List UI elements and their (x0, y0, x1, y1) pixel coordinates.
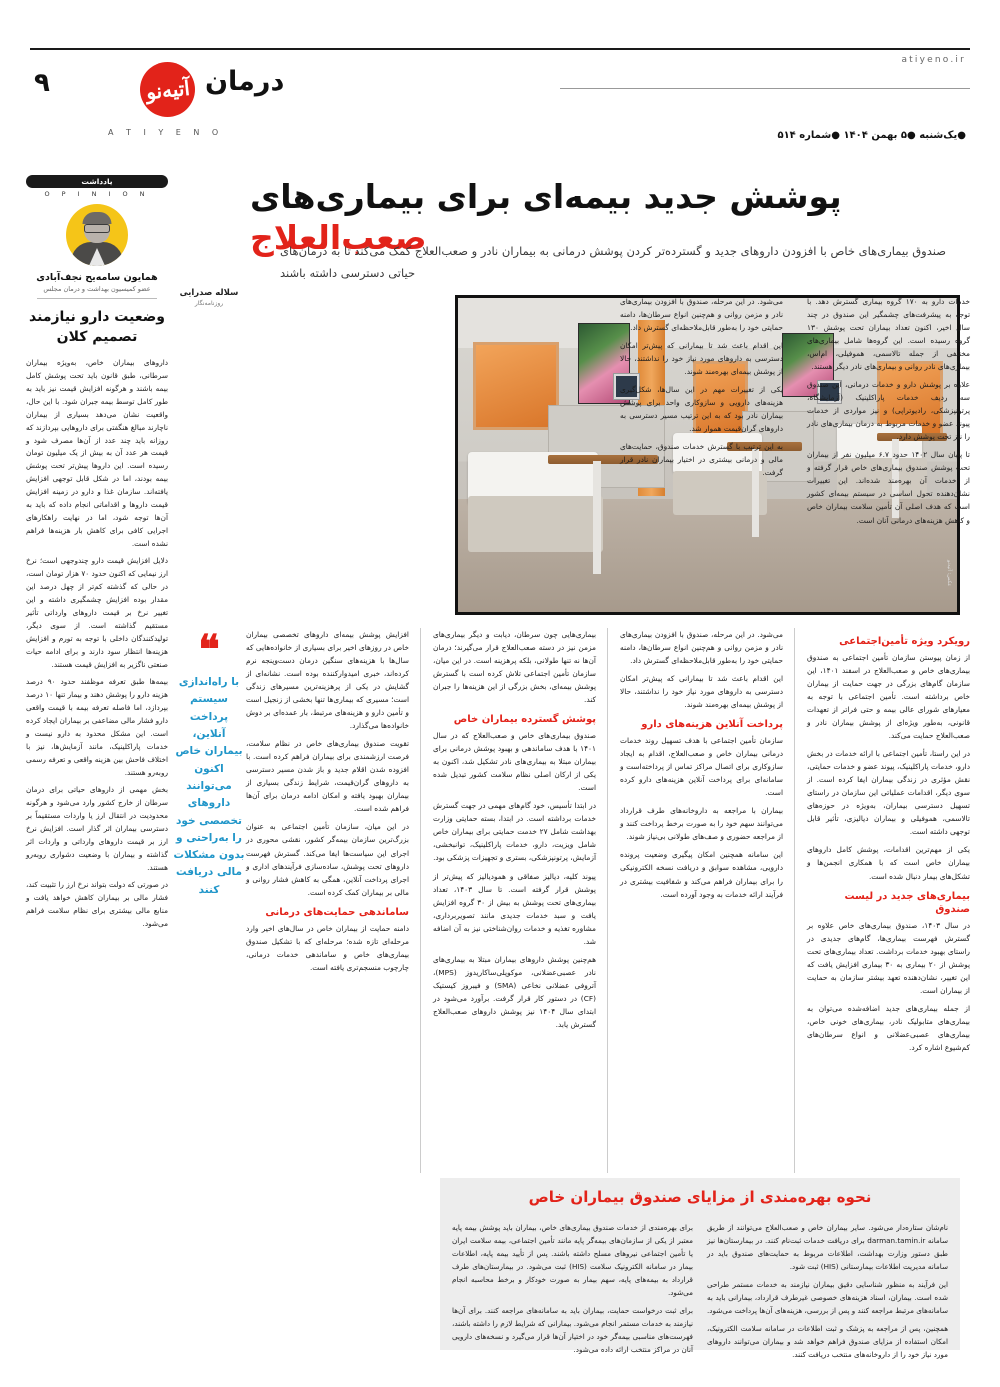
publication-logo (140, 62, 195, 117)
column-divider (794, 628, 795, 1173)
logo-latin-text: A T I Y E N O (108, 128, 224, 137)
body-paragraph: بیماری‌هایی چون سرطان، دیابت و دیگر بیماری‌های مزمن نیز در دسته صعب‌العلاج قرار می‌گیرند؛ درمان آن‌ها نه تنها طولانی، بلکه پرهزینه است. در این میان، سازمان تأمین اجتماعی تلاش کرده است با گسترش پوشش بیمه‌ای، بخش بزرگی از این هزینه‌ها را جبران کند. (433, 630, 596, 705)
article-intro-column (807, 295, 970, 615)
avatar-wrap (26, 204, 168, 266)
subheading: ساماندهی حمایت‌های درمانی (265, 906, 409, 918)
glasses-icon (84, 224, 110, 233)
issue-date-line: ●یک‌شنبه ●۵ بهمن ۱۴۰۴ ●شماره ۵۱۴ (777, 130, 966, 141)
info-paragraph: این فرآیند به منظور شناسایی دقیق بیماران نیازمند به خدمات مستمر طراحی شده است. بیماران، اسناد هزینه‌های خصوصی غیرطرف قرارداد، بیمارانی باید به سامانه‌های مرتبط مراجعه کنند و پس از بررسی، هزینه‌های آن‌ها پرداخت می‌شود. (707, 1279, 948, 1315)
opinion-tab (26, 175, 168, 188)
photo-table-leg (593, 461, 601, 574)
info-paragraph: نام‌شان ستاره‌دار می‌شود. سایر بیماران خاص و صعب‌العلاج می‌توانند از طریق سامانه darman.tamin.ir برای دریافت خدمات ثبت‌نام کنند. در بیمارستان‌ها نیز طبق دستور وزارت بهداشت، اطلاعات مربوط به حمایت‌های صندوق باید در سامانه مدیریت اطلاعات بیمارستانی (HIS) ثبت شود. (707, 1223, 948, 1271)
subheading: رویکرد ویژه تأمین‌اجتماعی (839, 636, 970, 647)
intro-paragraph: تا پایان سال ۱۴۰۲ حدود ۶.۷ میلیون نفر از بیماران تحت پوشش صندوق بیماری‌های خاص قرار گرفته و از خدمات آن بهره‌مند شده‌اند. این تغییرات نشان‌دهنده تحول اساسی در سیستم بیمه‌ای کشور است که هدف اصلی آن تأمین سلامت بیماران خاص و کاهش هزینه‌های درمانی آنان است. (807, 450, 970, 525)
info-paragraph: همچنین، پس از مراجعه به پزشک و ثبت اطلاعات در سامانه سلامت الکترونیک، امکان استفاده از مزایای صندوق فراهم خواهد شد و بیماران می‌توانند داروهای مورد نیاز خود را از داروخانه‌های منتخب دریافت کنند. (707, 1323, 948, 1359)
body-paragraph: در این میان، سازمان تأمین اجتماعی به عنوان بزرگ‌ترین سازمان بیمه‌گر کشور، نقشی محوری در اجرای این سیاست‌ها ایفا می‌کند. گسترش فهرست داروهای تحت پوشش، ساده‌سازی فرآیندهای اداری و اجرای پرداخت آنلاین، همگی به کاهش فشار روانی و مالی بر بیماران کمک کرده است. (246, 822, 409, 897)
info-box (440, 1178, 960, 1359)
opinion-latin-label: O P I N I O N (44, 190, 150, 198)
article-column-2 (620, 628, 783, 1173)
body-paragraph: یکی از مهم‌ترین اقدامات، پوشش کامل داروهای بیماران خاص است که با همکاری انجمن‌ها و تشکل‌های بیمار دنبال شده است. (807, 845, 970, 881)
info-box-columns (452, 1222, 948, 1367)
opinion-author-role: عضو کمیسیون بهداشت و درمان مجلس (43, 285, 151, 293)
byline-name: سلاله صدرایی (179, 288, 239, 298)
info-box-title: نحوه بهره‌مندی از مزایای صندوق بیماران خاص (528, 1188, 872, 1206)
intro-paragraph: خدمات دارو به ۱۷۰ گروه بیماری گسترش دهد. با توجه به پیشرفت‌های چشمگیر این صندوق در چند سال اخیر، اکنون تعداد بیماران تحت پوشش ۱۳۰ گروه رسیده است. این گروه‌ها شامل بیماری‌های مختلفی از جمله تالاسمی، هموفیلی، ام‌اس، بیماری‌های نادر روانی و بیماری‌های نادر دیگر هستند. (807, 297, 970, 372)
subheading: پوشش گسترده بیماران خاص (453, 714, 596, 726)
article-column-1 (807, 628, 970, 1173)
byline-role: روزنامه‌نگار (194, 300, 224, 307)
photo-window (473, 342, 559, 430)
article-columns (245, 628, 970, 1173)
intro-paragraph: علاوه بر پوشش دارو و خدمات درمانی، این صندوق سه ردیف خدمات پاراکلینیک (آزمایشگاه، پرتونپزشکی، رادیوتراپی) و نیز مواردی از خدمات پیوند عضو و خدمات مربوط به درمان بیماری‌های نادر را نیز تحت پوشش دارد. (807, 380, 970, 442)
opinion-paragraph: در صورتی که دولت بتواند نرخ ارز را تثبیت کند، فشار مالی بر بیماران کاهش خواهد یافت و منابع مالی بیشتری برای نظام سلامت فراهم می‌شود. (26, 879, 168, 928)
body-paragraph: از جمله بیماری‌های جدید اضافه‌شده می‌توان به بیماری‌های متابولیک نادر، بیماری‌های خونی خاص، بیماری‌های عصبی‌عضلانی و انواع سرطان‌های کم‌شیوع اشاره کرد. (807, 1003, 970, 1052)
intro-paragraph: این اقدام باعث شد تا بیمارانی که پیش‌تر امکان دسترسی به داروهای مورد نیاز خود را نداشتند، حالا از پوشش بیمه‌ای بهره‌مند شوند. (620, 341, 783, 377)
opinion-author-name: همایون سامه‌یح نجف‌آبادی (36, 272, 158, 283)
body-paragraph: سازمان تأمین اجتماعی با هدف تسهیل روند خدمات درمانی بیماران خاص و صعب‌العلاج، اقدام به ایجاد سازوکاری برای اتصال مراکز تماس از پرداخته‌است و سامانه‌ای برای پرداخت آنلاین هزینه‌های دارو کرده است. (620, 736, 783, 798)
opinion-rail (26, 175, 168, 935)
body-paragraph: این اقدام باعث شد تا بیمارانی که پیش‌تر امکان دسترسی به داروهای مورد نیاز خود را نداشتند، حالا از پوشش بیمه‌ای بهره‌مند شوند. (620, 674, 783, 710)
body-paragraph: در سال ۱۴۰۳، صندوق بیماری‌های خاص علاوه بر گسترش فهرست بیماری‌ها، گام‌های جدیدی در راستای بهبود خدمات برداشت. تعداد بیماری‌های تحت پوشش از ۲۰ بیماری به ۳۰ بیماری افزایش یافت که این تغییر، نشان‌دهنده تعهد بیشتر سازمان به حمایت از بیماران است. (807, 920, 971, 995)
column-divider (420, 628, 421, 1173)
top-rule (30, 48, 970, 50)
column-divider (607, 628, 608, 1173)
body-paragraph: تقویت صندوق بیماری‌های خاص در نظام سلامت، فرصت ارزشمندی برای بیماران فراهم کرده است. با افزوده شدن اقلام جدید و باز شدن مسیر دسترسی به داروهای گران‌قیمت، شرایط زندگی بسیاری از بیماران بهبود یافته و امکان ادامه درمان برای آن‌ها فراهم شده است. (246, 739, 409, 814)
subheading: بیماری‌های جدید در لیست صندوق (844, 890, 970, 915)
pull-quote-text: با راه‌اندازی سیستم پرداخت آنلاین، بیماران خاص اکنون می‌توانند داروهای تخصصی خود را به‌راحتی و بدون مشکلات مالی دریافت کنند (173, 676, 245, 896)
headline-accent: صعب‌العلاج (250, 218, 427, 258)
body-paragraph: هم‌چنین پوشش داروهای بیماران مبتلا به بیماری‌های نادر عصبی‌عضلانی، موکوپلی‌ساکاریدوز (MPS)، آتروفی عضلانی نخاعی (SMA) و فیبروز کیستیک (CF) در دستور کار قرار گرفت. برآورد می‌شود در ابتدای سال ۱۴۰۴ نیز پوشش داروهای صعب‌العلاج گسترش یابد. (433, 954, 596, 1029)
article-byline (172, 288, 246, 307)
intro-paragraph: می‌شود. در این مرحله، صندوق با افزودن بیماری‌های نادر و مزمن روانی و هم‌چنین انواع سرطان‌ها، دامنه حمایتی خود را به‌طور قابل‌ملاحظه‌ای گسترش داد. (620, 297, 783, 333)
body-paragraph: افزایش پوشش بیمه‌ای داروهای تخصصی بیماران خاص در روزهای اخیر برای بسیاری از خانواده‌هایی که سال‌ها با هزینه‌های سنگین درمان دست‌وپنجه نرم کرده‌اند، خبری امیدوارکننده بوده است. نشانه‌ای از گشایش در یکی از پرهزینه‌ترین مسیرهای زندگی است؛ مسیری که بیماری‌ها تنها بخشی از زنجیل است و تأمین دارو و هزینه‌های مرتبط، بار عمده‌ای بر دوش خانواده‌ها می‌گذارد. (246, 630, 409, 731)
header-rule-secondary (560, 88, 970, 89)
opinion-paragraph: بخش مهمی از داروهای حیاتی برای درمان سرطان از خارج کشور وارد می‌شود و هرگونه محدودیت در انتقال ارز یا واردات مستقیماً بر دسترسی بیماران اثر گذار است. افزایش نرخ ارز بر قیمت داروهای وارداتی و واردات اثر گذاشته و بیماران با وضعیت دشواری روبه‌رو هستند. (26, 785, 168, 872)
site-url: atiyeno.ir (901, 55, 966, 65)
body-paragraph: می‌شود. در این مرحله، صندوق با افزودن بیماری‌های نادر و مزمن روانی و هم‌چنین انواع سرطان‌ها، دامنه حمایتی خود را به‌طور قابل‌ملاحظه‌ای گسترش داد. (620, 630, 783, 666)
info-paragraph: برای بهره‌مندی از خدمات صندوق بیماری‌های خاص، بیماران باید پوشش بیمه پایه معتبر از یکی از سازمان‌های بیمه‌گر پایه مانند تأمین اجتماعی، بیمه سلامت ایران یا تأمین اجتماعی نیروهای مسلح داشته باشند. پس از تأیید بیمه پایه، اطلاعات بیمار در سامانه الکترونیک سلامت (HIS) ثبت می‌شود. در بیمارستان‌های طرف قرارداد به بیمه‌های پایه، سهم بیمار به صورت خودکار و برخط محاسبه انجام می‌شود. (452, 1223, 693, 1297)
opinion-paragraph: بیمه‌ها طبق تعرفه موظفند حدود ۹۰ درصد هزینه دارو را پوشش دهند و بیمار تنها ۱۰ درصد بپردازد، اما فاصله تعرفه بیمه با قیمت واقعی دارو فشار مالی مضاعفی بر بیماران ایجاد کرده است. این مشکل محدود به دارو نیست و خدمات پاراکلینیک، مانند آزمایش‌ها، نیز با اختلاف فاحش بین هزینه واقعی و تعرفه رسمی روبه‌رو هستند. (26, 677, 168, 778)
intro-paragraph: یکی از تغییرات مهم در این سال‌ها، شکل‌گیری هزینه‌های دارویی و سازوکاری واحد برای پوشش بیماران نادر بود که به این ترتیب مسیر دسترسی به داروهای گران‌قیمت هموار شد. (620, 385, 783, 434)
info-box-column-right (452, 1222, 693, 1367)
section-title: درمان (205, 66, 285, 97)
avatar-hair (83, 212, 112, 224)
logo-text: آتیه‌نو (144, 75, 191, 104)
opinion-paragraph: دلایل افزایش قیمت دارو چندوجهی است؛ نرخ ارز نیمایی که اکنون حدود ۷۰ هزار تومان است، در حالی که گذشته کم‌تر از چهل درصد این مقدار بوده افزایش چشمگیری داشته و این تغییر نرخ بر قیمت داروهای وارداتی تأثیر مستقیم گذاشته است. از سوی دیگر، تولیدکنندگان داخلی با توجه به تورم و افزایش هزینه‌ها انتظار سود دارند و برای ادامه حیات صنعتی ناگزیر به افزایش قیمت هستند. (26, 556, 168, 670)
pull-quote (172, 626, 246, 899)
info-box-column-left (707, 1222, 948, 1367)
headline-main: پوشش جدید بیمه‌ای برای بیماری‌های (250, 177, 842, 216)
photo-credit: عکس: آتیه‌نو (946, 559, 952, 586)
article-column-4 (246, 628, 409, 1173)
quote-mark-icon: ❝ (198, 626, 220, 673)
body-paragraph: دامنه حمایت از بیماران خاص در سال‌های اخیر وارد مرحله‌ای تازه شده؛ مرحله‌ای که با تشکیل صندوق بیماری‌های خاص و ساماندهی خدمات درمانی، چارچوب منسجم‌تری یافته است. (246, 923, 409, 972)
page-number: ۹ (34, 68, 50, 98)
article-column-3 (433, 628, 596, 1173)
body-paragraph: بیماران با مراجعه به داروخانه‌های طرف قرارداد می‌توانند سهم خود را به صورت برخط پرداخت کنند و از مراجعه حضوری و صف‌های طولانی بی‌نیاز شوند. (620, 806, 783, 842)
opinion-tab-label: یادداشت (81, 177, 113, 186)
opinion-paragraph: داروهای بیماران خاص، به‌ویژه بیماران سرطانی، طبق قانون باید تحت پوشش کامل بیمه باشند و هرگونه افزایش قیمت نیز باید به طور کامل توسط بیمه جبران شود. با این حال، واقعیت نشان می‌دهد بسیاری از بیماران ناچارند مبالغ هنگفتی برای داروهایی بپردازند که روزانه باید چند عدد از آن‌ها مصرف شود و قیمت هر عدد آن به بیش از یک میلیون تومان رسیده است. این داروها پیش‌تر تحت پوشش بیمه بودند، اما در شکل قابل توجهی افزایش یافته‌اند. سازمان غذا و دارو در زمینه افزایش قیمت داروها و اقداماتی انجام داده که باید به آن‌ها توجه شود، اما در نهایت راهکارهای اجرایی کافی برای کاهش بار هزینه‌ها فراهم نشده است. (26, 357, 168, 549)
body-paragraph: در ابتدا تأسیس، خود گام‌های مهمی در جهت گسترش خدمات برداشته است. در ابتدا، بسته حمایتی وزارت بهداشت شامل ۲۷ خدمت حمایتی برای بیماران خاص شامل ویزیت، دارو، خدمات پاراکلینیک، توانبخشی، آزمایش، پرتونپزشکی، بستری و تجهیزات پزشکی بود. (433, 801, 596, 863)
body-paragraph: این سامانه همچنین امکان پیگیری وضعیت پرونده دارویی، مشاهده سوابق و دریافت نسخه الکترونیکی را برای بیماران فراهم می‌کند و شفافیت بیشتری در فرآیند ارائه خدمات به وجود آورده است. (620, 850, 783, 899)
photo-bed-base (468, 496, 603, 553)
intro-paragraph: به این ترتیب با گسترش خدمات صندوق، حمایت‌های مالی و درمانی بیشتری در اختیار بیماران نادر قرار گرفت. (620, 442, 783, 478)
body-paragraph: در این راستا، تأمین اجتماعی با ارائه خدمات در بخش دارو، خدمات پاراکلینیک، پیوند عضو و خدمات حمایتی، نقش مؤثری در زندگی بیماران ایفا کرده است. از سوی دیگر، اقدامات عملیاتی این سازمان در راستای تسهیل دسترسی بیماران، به‌ویژه در حوزه‌های تالاسمی، هموفیلی و بیماران دیالیزی، تأثیر قابل توجهی داشته است. (807, 749, 970, 837)
info-paragraph: برای ثبت درخواست حمایت، بیماران باید به سامانه‌های مراجعه کنند. برای آن‌ها نیازمند به خدمات مستمر انجام می‌شود. بیمارانی که شرایط لازم را داشته باشند، فهرست‌های مناسبی بیمه‌گر خود در اختیار آن‌ها قرار می‌گیرد و نسخه‌های دارویی آنان در مراکز منتخب ارائه داده می‌شود. (452, 1305, 693, 1354)
body-paragraph: پیوند کلیه، دیالیز صفاقی و همودیالیز که پیش‌تر از پوشش قرار گرفته است. تا سال ۱۴۰۳، تعداد بیماری‌های تحت پوشش به بیش از ۳۰ گروه افزایش یافت و سبد خدمات جدیدی مانند تصویربرداری، مشاوره تغذیه و خدمات روان‌شناختی نیز به آن اضافه شد. (433, 871, 596, 946)
divider (37, 298, 157, 299)
article-standfirst: صندوق بیماری‌های خاص با افزودن داروهای جدید و گسترده‌تر کردن پوشش درمانی به بیماران نادر و صعب‌العلاج کمک می‌کند تا به درمان‌های حیاتی دسترسی داشته باشند (280, 244, 946, 281)
opinion-body (26, 357, 168, 931)
body-paragraph: از زمان پیوستن سازمان تأمین اجتماعی به صندوق بیماری‌های خاص و صعب‌العلاج در اسفند ۱۴۰۱، این سازمان گام‌های بزرگی در جهت حمایت از بیماران خاص برداشته است. تأمین اجتماعی با توجه به معیارهای شورای عالی بیمه و حتی فراتر از تعهدات قانونی، به‌طور ویژه‌ای از پوشش بیماران نادر و صعب‌العلاج حمایت می‌کند. (807, 653, 970, 741)
body-paragraph: صندوق بیماری‌های خاص و صعب‌العلاج که در سال ۱۴۰۱ با هدف ساماندهی و بهبود پوشش درمانی برای بیماران مبتلا به بیماری‌های نادر تشکیل شد، اکنون به یکی از ارکان اصلی نظام سلامت کشور تبدیل شده است. (433, 731, 596, 793)
article-intro-column-2 (620, 295, 783, 615)
opinion-headline: وضعیت دارو نیازمند تصمیم کلان (29, 309, 165, 346)
avatar (66, 204, 128, 266)
subheading: پرداخت آنلاین هزینه‌های دارو (641, 719, 783, 731)
